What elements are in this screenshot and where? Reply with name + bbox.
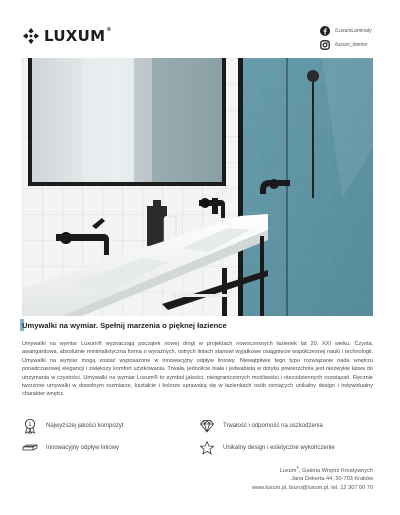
bathroom-illustration — [22, 58, 373, 316]
star-icon — [199, 440, 215, 456]
bathroom-photo — [22, 58, 373, 316]
facebook-handle: /LuxumLaminaty — [335, 28, 372, 34]
linear-drain-icon — [22, 440, 38, 456]
page-headline: Umywalki na wymiar. Spełnij marzenia o pięknej łazience — [22, 321, 227, 330]
body-paragraph: Umywalki na wymiar Luxum® wyznaczają początek nowej drogi w projektach nowoczesnych łazienek lat 20. XXI wieku. Czysta, awangardowa, absolutnie minimalistyczna forma o wyraźnych, ostrych liniach stanowi wyjątkowe osiągnięcie współczesnej nauki i technologii. Umywalki na wymiar mogą zostać wyposażone w innowacyjny odpływ liniowy. Niewątpliwie tego typu rozwiązanie nada wnętrzu ponadczasowej elegancji i zwiększy komfort użytkowania. Trwała, jednolicie biała i jedwabista w dotyku powierzchnia jest niezwykle łatwa do utrzymania w czystości. Umywalki na wymiar Luxum® to symbol jakości, nieograniczonych możliwości i niecodziennych rozwiązań. Ręcznie tworzone umywalki w dowolnym rozmiarze, kształcie i kolorze sprawdzą się w łazienkach osób ceniących unikalny design i indywidualny charakter wnętrz. — [22, 341, 373, 398]
luxum-logo-icon — [22, 27, 40, 45]
feature-label: Trwałość i odporność na uszkodzenia — [223, 423, 323, 429]
social-facebook[interactable] — [320, 26, 372, 36]
address-line: Jana Dekerta 44, 30-703 Kraków — [291, 476, 373, 483]
social-links — [320, 26, 372, 54]
diamond-icon — [199, 418, 215, 434]
feature-label: Najwyższej jakości kompozyt — [46, 423, 124, 429]
feature-label: Innowacyjny odpływ liniowy — [46, 445, 120, 451]
social-instagram[interactable] — [320, 40, 372, 50]
feature-item-drain — [22, 440, 119, 456]
feature-item-design — [199, 440, 335, 456]
features-list — [22, 418, 373, 458]
instagram-handle: /luxum_interior — [335, 42, 368, 48]
contact-footer — [252, 464, 373, 492]
facebook-icon — [320, 26, 330, 36]
feature-item-durability — [199, 418, 323, 434]
instagram-icon — [320, 40, 330, 50]
contact-line[interactable]: www.luxum.pl, biuro@luxum.pl, tel. 12 307 00 70 — [251, 484, 373, 491]
brand-logo — [22, 26, 112, 46]
company-line: Luxum®, Galeria Wnętrz Kreatywnych — [279, 466, 373, 474]
brand-name: LUXUM® — [44, 27, 112, 45]
feature-label: Unikalny design i estetyczne wykończenie — [223, 445, 335, 451]
feature-item-quality — [22, 418, 123, 434]
award-icon — [22, 418, 38, 434]
svg-text:1: 1 — [28, 421, 32, 428]
